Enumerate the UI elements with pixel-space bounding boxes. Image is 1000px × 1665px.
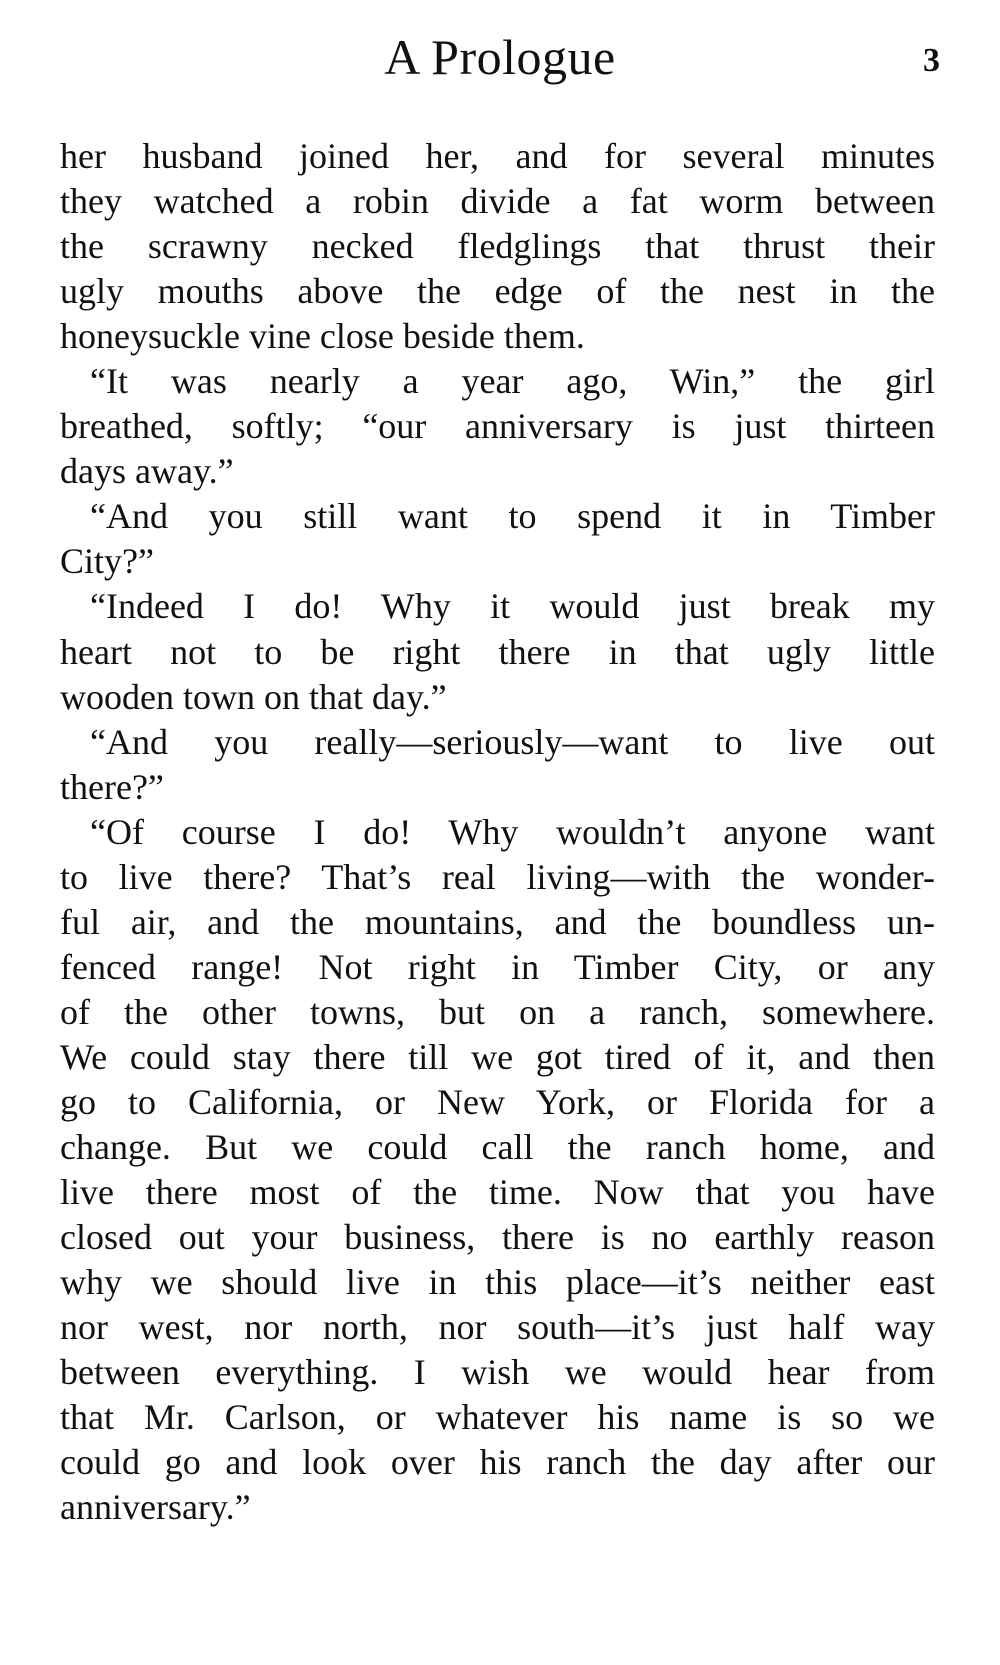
page-header: [60, 22, 940, 92]
text-line: “It was nearly a year ago, Win,” the girl: [90, 361, 935, 402]
text-line: anniversary.”: [60, 1487, 251, 1528]
text-line: “And you really—seriously—want to live out: [90, 721, 935, 762]
running-title: A Prologue: [384, 29, 616, 85]
text-line: City?”: [60, 541, 154, 582]
text-line: go to California, or New York, or Florida for a: [60, 1081, 935, 1122]
text-line: her husband joined her, and for several minutes: [60, 136, 935, 176]
text-line: of the other towns, but on a ranch, somewhere.: [60, 991, 935, 1032]
text-line: between everything. I wish we would hear from: [60, 1352, 935, 1393]
text-line: breathed, softly; “our anniversary is just thirteen: [60, 406, 935, 447]
body-text: [60, 134, 935, 1530]
text-line: We could stay there till we got tired of it, and then: [60, 1036, 935, 1077]
page-number: 3: [923, 42, 940, 79]
text-line: could go and look over his ranch the day after our: [60, 1442, 935, 1483]
text-line: “Of course I do! Why wouldn’t anyone want: [90, 811, 935, 852]
text-line: that Mr. Carlson, or whatever his name is so we: [60, 1397, 935, 1438]
text-line: change. But we could call the ranch home, and: [60, 1127, 935, 1168]
text-line: there?”: [60, 766, 164, 807]
text-line: honeysuckle vine close beside them.: [60, 316, 585, 357]
text-line: why we should live in this place—it’s neither east: [60, 1262, 935, 1303]
text-line: ful air, and the mountains, and the boundless un-: [60, 901, 935, 942]
text-line: fenced range! Not right in Timber City, or any: [60, 946, 935, 987]
text-line: closed out your business, there is no earthly reason: [60, 1217, 935, 1258]
text-line: ugly mouths above the edge of the nest in the: [60, 271, 935, 312]
text-line: “And you still want to spend it in Timber: [90, 496, 935, 537]
text-line: nor west, nor north, nor south—it’s just half way: [60, 1307, 935, 1348]
text-line: heart not to be right there in that ugly little: [60, 631, 935, 672]
text-line: “Indeed I do! Why it would just break my: [90, 586, 935, 627]
text-line: days away.”: [60, 451, 234, 492]
text-line: to live there? That’s real living—with the wonder-: [60, 856, 935, 897]
text-line: wooden town on that day.”: [60, 676, 447, 717]
text-line: they watched a robin divide a fat worm between: [60, 181, 935, 222]
text-line: live there most of the time. Now that you have: [60, 1172, 935, 1213]
text-line: the scrawny necked fledglings that thrust their: [60, 226, 935, 267]
